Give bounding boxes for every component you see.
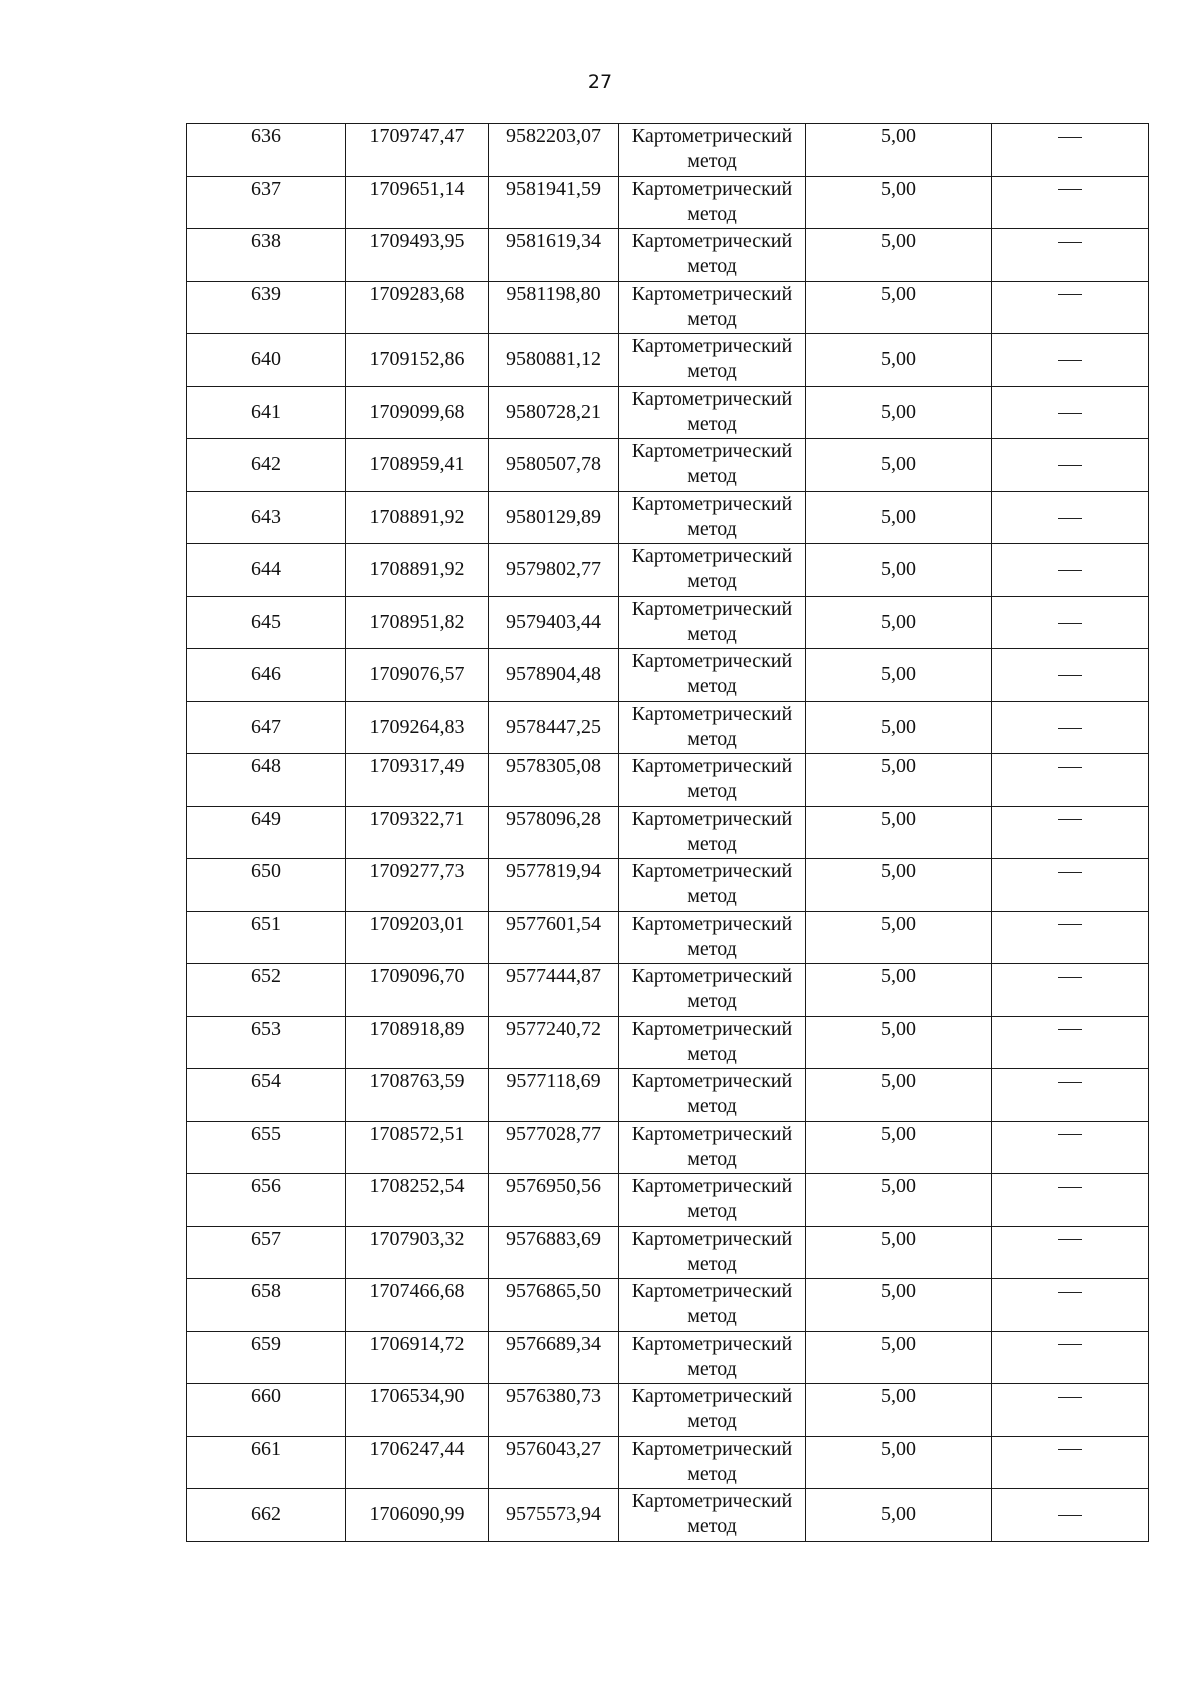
y-coordinate-cell: 9579802,77 xyxy=(489,544,619,597)
method-cell: Картометрический метод xyxy=(619,1331,806,1384)
y-coordinate-cell: 9576950,56 xyxy=(489,1174,619,1227)
dash-cell xyxy=(992,124,1149,177)
x-coordinate-cell: 1706534,90 xyxy=(346,1384,489,1437)
coordinates-table-body xyxy=(187,124,1149,1542)
em-dash-mark xyxy=(1058,1239,1082,1240)
point-number-cell: 647 xyxy=(187,701,346,754)
method-cell: Картометрический метод xyxy=(619,1121,806,1174)
x-coordinate-cell: 1708763,59 xyxy=(346,1069,489,1122)
y-coordinate-cell: 9581198,80 xyxy=(489,281,619,334)
accuracy-cell: 5,00 xyxy=(806,1226,992,1279)
dash-cell xyxy=(992,806,1149,859)
accuracy-cell: 5,00 xyxy=(806,701,992,754)
dash-cell xyxy=(992,596,1149,649)
point-number-cell: 656 xyxy=(187,1174,346,1227)
dash-cell xyxy=(992,334,1149,387)
accuracy-cell: 5,00 xyxy=(806,754,992,807)
dash-cell xyxy=(992,229,1149,282)
table-row xyxy=(187,859,1149,912)
dash-cell xyxy=(992,1069,1149,1122)
point-number-cell: 661 xyxy=(187,1436,346,1489)
dash-cell xyxy=(992,911,1149,964)
point-number-cell: 654 xyxy=(187,1069,346,1122)
y-coordinate-cell: 9578447,25 xyxy=(489,701,619,754)
accuracy-cell: 5,00 xyxy=(806,1331,992,1384)
table-row xyxy=(187,1489,1149,1542)
table-row xyxy=(187,334,1149,387)
dash-cell xyxy=(992,1384,1149,1437)
method-cell: Картометрический метод xyxy=(619,334,806,387)
dash-cell xyxy=(992,1279,1149,1332)
table-row xyxy=(187,1121,1149,1174)
x-coordinate-cell: 1709317,49 xyxy=(346,754,489,807)
table-row xyxy=(187,754,1149,807)
em-dash-mark xyxy=(1058,728,1082,729)
table-row xyxy=(187,1384,1149,1437)
em-dash-mark xyxy=(1058,360,1082,361)
dash-cell xyxy=(992,386,1149,439)
method-cell: Картометрический метод xyxy=(619,859,806,912)
accuracy-cell: 5,00 xyxy=(806,1174,992,1227)
em-dash-mark xyxy=(1058,675,1082,676)
em-dash-mark xyxy=(1058,242,1082,243)
accuracy-cell: 5,00 xyxy=(806,1436,992,1489)
table-row xyxy=(187,1331,1149,1384)
em-dash-mark xyxy=(1058,819,1082,820)
point-number-cell: 658 xyxy=(187,1279,346,1332)
method-cell: Картометрический метод xyxy=(619,596,806,649)
point-number-cell: 649 xyxy=(187,806,346,859)
dash-cell xyxy=(992,1226,1149,1279)
em-dash-mark xyxy=(1058,1449,1082,1450)
x-coordinate-cell: 1709099,68 xyxy=(346,386,489,439)
point-number-cell: 637 xyxy=(187,176,346,229)
dash-cell xyxy=(992,1331,1149,1384)
em-dash-mark xyxy=(1058,1029,1082,1030)
table-row xyxy=(187,176,1149,229)
y-coordinate-cell: 9579403,44 xyxy=(489,596,619,649)
point-number-cell: 643 xyxy=(187,491,346,544)
accuracy-cell: 5,00 xyxy=(806,596,992,649)
em-dash-mark xyxy=(1058,767,1082,768)
accuracy-cell: 5,00 xyxy=(806,859,992,912)
accuracy-cell: 5,00 xyxy=(806,1384,992,1437)
method-cell: Картометрический метод xyxy=(619,229,806,282)
em-dash-mark xyxy=(1058,1082,1082,1083)
dash-cell xyxy=(992,701,1149,754)
accuracy-cell: 5,00 xyxy=(806,491,992,544)
em-dash-mark xyxy=(1058,924,1082,925)
method-cell: Картометрический метод xyxy=(619,1016,806,1069)
point-number-cell: 641 xyxy=(187,386,346,439)
y-coordinate-cell: 9576883,69 xyxy=(489,1226,619,1279)
table-row xyxy=(187,1174,1149,1227)
em-dash-mark xyxy=(1058,1187,1082,1188)
y-coordinate-cell: 9578305,08 xyxy=(489,754,619,807)
table-row xyxy=(187,806,1149,859)
y-coordinate-cell: 9581941,59 xyxy=(489,176,619,229)
em-dash-mark xyxy=(1058,1134,1082,1135)
coordinates-table xyxy=(186,123,1149,1542)
table-row xyxy=(187,649,1149,702)
table-row xyxy=(187,964,1149,1017)
y-coordinate-cell: 9582203,07 xyxy=(489,124,619,177)
y-coordinate-cell: 9576865,50 xyxy=(489,1279,619,1332)
x-coordinate-cell: 1709152,86 xyxy=(346,334,489,387)
em-dash-mark xyxy=(1058,1397,1082,1398)
table-row xyxy=(187,1279,1149,1332)
accuracy-cell: 5,00 xyxy=(806,964,992,1017)
x-coordinate-cell: 1709493,95 xyxy=(346,229,489,282)
point-number-cell: 645 xyxy=(187,596,346,649)
accuracy-cell: 5,00 xyxy=(806,1121,992,1174)
y-coordinate-cell: 9576043,27 xyxy=(489,1436,619,1489)
method-cell: Картометрический метод xyxy=(619,649,806,702)
table-row xyxy=(187,1016,1149,1069)
point-number-cell: 652 xyxy=(187,964,346,1017)
y-coordinate-cell: 9577028,77 xyxy=(489,1121,619,1174)
table-row xyxy=(187,701,1149,754)
em-dash-mark xyxy=(1058,1515,1082,1516)
method-cell: Картометрический метод xyxy=(619,964,806,1017)
x-coordinate-cell: 1706090,99 xyxy=(346,1489,489,1542)
point-number-cell: 648 xyxy=(187,754,346,807)
y-coordinate-cell: 9578904,48 xyxy=(489,649,619,702)
x-coordinate-cell: 1708252,54 xyxy=(346,1174,489,1227)
point-number-cell: 646 xyxy=(187,649,346,702)
x-coordinate-cell: 1708891,92 xyxy=(346,491,489,544)
table-row xyxy=(187,439,1149,492)
em-dash-mark xyxy=(1058,465,1082,466)
em-dash-mark xyxy=(1058,623,1082,624)
point-number-cell: 650 xyxy=(187,859,346,912)
table-row xyxy=(187,1226,1149,1279)
x-coordinate-cell: 1708951,82 xyxy=(346,596,489,649)
em-dash-mark xyxy=(1058,518,1082,519)
em-dash-mark xyxy=(1058,413,1082,414)
y-coordinate-cell: 9578096,28 xyxy=(489,806,619,859)
em-dash-mark xyxy=(1058,1344,1082,1345)
method-cell: Картометрический метод xyxy=(619,1489,806,1542)
point-number-cell: 659 xyxy=(187,1331,346,1384)
method-cell: Картометрический метод xyxy=(619,1384,806,1437)
method-cell: Картометрический метод xyxy=(619,491,806,544)
y-coordinate-cell: 9576380,73 xyxy=(489,1384,619,1437)
table-row xyxy=(187,596,1149,649)
x-coordinate-cell: 1709264,83 xyxy=(346,701,489,754)
x-coordinate-cell: 1707466,68 xyxy=(346,1279,489,1332)
y-coordinate-cell: 9581619,34 xyxy=(489,229,619,282)
dash-cell xyxy=(992,1174,1149,1227)
method-cell: Картометрический метод xyxy=(619,176,806,229)
method-cell: Картометрический метод xyxy=(619,1436,806,1489)
method-cell: Картометрический метод xyxy=(619,1226,806,1279)
dash-cell xyxy=(992,544,1149,597)
accuracy-cell: 5,00 xyxy=(806,1069,992,1122)
point-number-cell: 636 xyxy=(187,124,346,177)
dash-cell xyxy=(992,439,1149,492)
method-cell: Картометрический метод xyxy=(619,439,806,492)
accuracy-cell: 5,00 xyxy=(806,334,992,387)
em-dash-mark xyxy=(1058,977,1082,978)
x-coordinate-cell: 1709322,71 xyxy=(346,806,489,859)
method-cell: Картометрический метод xyxy=(619,1069,806,1122)
accuracy-cell: 5,00 xyxy=(806,176,992,229)
dash-cell xyxy=(992,859,1149,912)
accuracy-cell: 5,00 xyxy=(806,806,992,859)
accuracy-cell: 5,00 xyxy=(806,1489,992,1542)
page-number: 27 xyxy=(587,71,613,93)
table-row xyxy=(187,1069,1149,1122)
y-coordinate-cell: 9577444,87 xyxy=(489,964,619,1017)
method-cell: Картометрический метод xyxy=(619,701,806,754)
point-number-cell: 653 xyxy=(187,1016,346,1069)
dash-cell xyxy=(992,1121,1149,1174)
point-number-cell: 651 xyxy=(187,911,346,964)
point-number-cell: 639 xyxy=(187,281,346,334)
em-dash-mark xyxy=(1058,872,1082,873)
x-coordinate-cell: 1709283,68 xyxy=(346,281,489,334)
x-coordinate-cell: 1706247,44 xyxy=(346,1436,489,1489)
dash-cell xyxy=(992,176,1149,229)
accuracy-cell: 5,00 xyxy=(806,544,992,597)
dash-cell xyxy=(992,491,1149,544)
x-coordinate-cell: 1708572,51 xyxy=(346,1121,489,1174)
x-coordinate-cell: 1707903,32 xyxy=(346,1226,489,1279)
method-cell: Картометрический метод xyxy=(619,1174,806,1227)
method-cell: Картометрический метод xyxy=(619,544,806,597)
point-number-cell: 662 xyxy=(187,1489,346,1542)
point-number-cell: 638 xyxy=(187,229,346,282)
method-cell: Картометрический метод xyxy=(619,806,806,859)
accuracy-cell: 5,00 xyxy=(806,649,992,702)
method-cell: Картометрический метод xyxy=(619,281,806,334)
point-number-cell: 655 xyxy=(187,1121,346,1174)
method-cell: Картометрический метод xyxy=(619,124,806,177)
x-coordinate-cell: 1709096,70 xyxy=(346,964,489,1017)
accuracy-cell: 5,00 xyxy=(806,386,992,439)
y-coordinate-cell: 9576689,34 xyxy=(489,1331,619,1384)
x-coordinate-cell: 1709651,14 xyxy=(346,176,489,229)
point-number-cell: 644 xyxy=(187,544,346,597)
accuracy-cell: 5,00 xyxy=(806,229,992,282)
x-coordinate-cell: 1706914,72 xyxy=(346,1331,489,1384)
y-coordinate-cell: 9577240,72 xyxy=(489,1016,619,1069)
point-number-cell: 642 xyxy=(187,439,346,492)
table-row xyxy=(187,1436,1149,1489)
em-dash-mark xyxy=(1058,570,1082,571)
x-coordinate-cell: 1709076,57 xyxy=(346,649,489,702)
point-number-cell: 640 xyxy=(187,334,346,387)
method-cell: Картометрический метод xyxy=(619,754,806,807)
y-coordinate-cell: 9577118,69 xyxy=(489,1069,619,1122)
dash-cell xyxy=(992,1489,1149,1542)
table-row xyxy=(187,229,1149,282)
table-row xyxy=(187,124,1149,177)
dash-cell xyxy=(992,281,1149,334)
y-coordinate-cell: 9575573,94 xyxy=(489,1489,619,1542)
method-cell: Картометрический метод xyxy=(619,1279,806,1332)
y-coordinate-cell: 9580507,78 xyxy=(489,439,619,492)
dash-cell xyxy=(992,649,1149,702)
x-coordinate-cell: 1709277,73 xyxy=(346,859,489,912)
y-coordinate-cell: 9580728,21 xyxy=(489,386,619,439)
table-row xyxy=(187,544,1149,597)
table-row xyxy=(187,386,1149,439)
table-row xyxy=(187,491,1149,544)
table-row xyxy=(187,281,1149,334)
em-dash-mark xyxy=(1058,137,1082,138)
point-number-cell: 657 xyxy=(187,1226,346,1279)
method-cell: Картометрический метод xyxy=(619,386,806,439)
accuracy-cell: 5,00 xyxy=(806,1016,992,1069)
point-number-cell: 660 xyxy=(187,1384,346,1437)
accuracy-cell: 5,00 xyxy=(806,439,992,492)
em-dash-mark xyxy=(1058,294,1082,295)
y-coordinate-cell: 9580129,89 xyxy=(489,491,619,544)
accuracy-cell: 5,00 xyxy=(806,281,992,334)
em-dash-mark xyxy=(1058,189,1082,190)
x-coordinate-cell: 1708959,41 xyxy=(346,439,489,492)
x-coordinate-cell: 1709203,01 xyxy=(346,911,489,964)
table-row xyxy=(187,911,1149,964)
x-coordinate-cell: 1708918,89 xyxy=(346,1016,489,1069)
accuracy-cell: 5,00 xyxy=(806,1279,992,1332)
y-coordinate-cell: 9580881,12 xyxy=(489,334,619,387)
accuracy-cell: 5,00 xyxy=(806,911,992,964)
x-coordinate-cell: 1709747,47 xyxy=(346,124,489,177)
y-coordinate-cell: 9577819,94 xyxy=(489,859,619,912)
method-cell: Картометрический метод xyxy=(619,911,806,964)
em-dash-mark xyxy=(1058,1292,1082,1293)
dash-cell xyxy=(992,1436,1149,1489)
accuracy-cell: 5,00 xyxy=(806,124,992,177)
dash-cell xyxy=(992,964,1149,1017)
x-coordinate-cell: 1708891,92 xyxy=(346,544,489,597)
y-coordinate-cell: 9577601,54 xyxy=(489,911,619,964)
dash-cell xyxy=(992,1016,1149,1069)
dash-cell xyxy=(992,754,1149,807)
